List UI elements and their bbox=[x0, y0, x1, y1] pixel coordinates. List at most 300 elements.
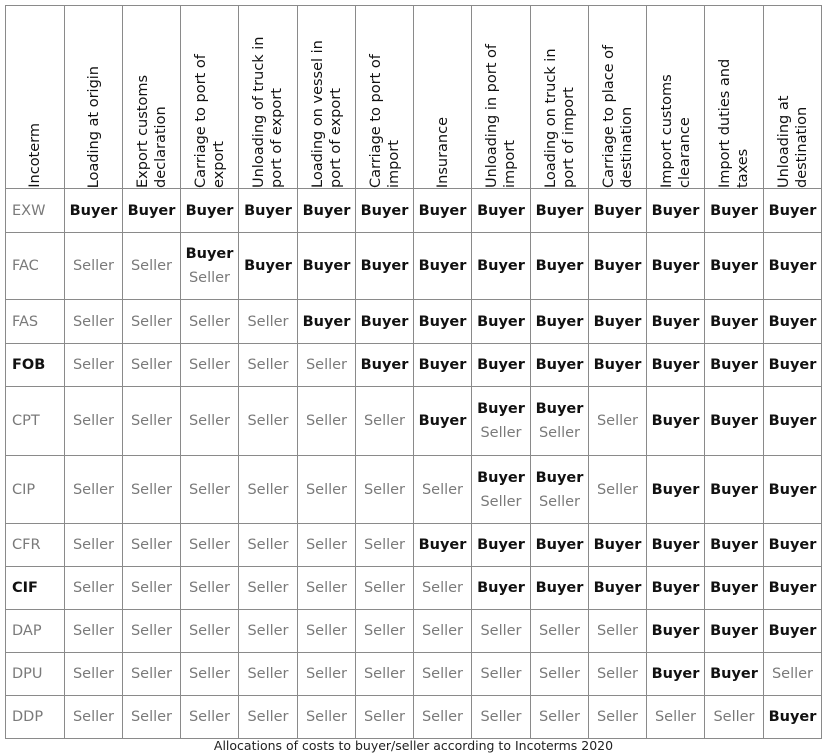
buyer-label: Buyer bbox=[418, 202, 467, 219]
responsibility-cell bbox=[123, 300, 181, 344]
buyer-label: Buyer bbox=[535, 357, 584, 373]
column-header-label: Loading at origin bbox=[85, 65, 102, 188]
seller-label: Seller bbox=[72, 537, 115, 553]
incoterm-cell: DPU bbox=[6, 653, 65, 696]
responsibility-cell bbox=[589, 233, 647, 300]
buyer-label: Buyer bbox=[593, 258, 642, 274]
buyer-label: Buyer bbox=[710, 202, 758, 219]
responsibility-cell bbox=[764, 456, 822, 524]
buyer-label: Buyer bbox=[651, 357, 700, 373]
buyer-label: Buyer bbox=[185, 246, 234, 262]
responsibility-cell bbox=[764, 300, 822, 344]
seller-label: Seller bbox=[247, 357, 289, 373]
table-row bbox=[6, 344, 822, 387]
seller-label: Seller bbox=[363, 413, 406, 429]
column-header bbox=[123, 6, 181, 189]
responsibility-cell bbox=[356, 300, 414, 344]
responsibility-cell bbox=[764, 344, 822, 387]
column-header-label: Loading on vessel in port of export bbox=[309, 40, 344, 188]
seller-label: Seller bbox=[188, 270, 231, 286]
table-row bbox=[6, 653, 822, 696]
responsibility-cell bbox=[764, 189, 822, 233]
buyer-label: Buyer bbox=[651, 413, 700, 429]
responsibility-cell bbox=[414, 696, 472, 739]
seller-label: Seller bbox=[480, 666, 522, 682]
seller-label: Seller bbox=[188, 413, 231, 429]
buyer-label: Buyer bbox=[710, 481, 758, 498]
seller-label: Seller bbox=[363, 709, 406, 725]
seller-label: Seller bbox=[188, 623, 231, 639]
buyer-label: Buyer bbox=[710, 666, 758, 682]
column-header-label: Unloading at destination bbox=[775, 95, 810, 188]
seller-label: Seller bbox=[130, 580, 173, 596]
seller-label: Seller bbox=[363, 580, 406, 596]
seller-label: Seller bbox=[480, 425, 522, 441]
column-header-label: Unloading in port of import bbox=[484, 44, 518, 188]
table-row bbox=[6, 524, 822, 567]
responsibility-cell bbox=[65, 233, 123, 300]
seller-label: Seller bbox=[188, 481, 231, 498]
seller-label: Seller bbox=[188, 709, 231, 725]
seller-label: Seller bbox=[363, 481, 406, 498]
responsibility-cell bbox=[764, 610, 822, 653]
seller-label: Seller bbox=[421, 580, 464, 596]
buyer-label: Buyer bbox=[651, 313, 700, 330]
responsibility-cell bbox=[298, 189, 356, 233]
buyer-label: Buyer bbox=[535, 580, 584, 596]
buyer-label: Buyer bbox=[593, 313, 642, 330]
responsibility-cell bbox=[356, 189, 414, 233]
responsibility-cell bbox=[298, 456, 356, 524]
responsibility-cell bbox=[123, 189, 181, 233]
seller-label: Seller bbox=[480, 493, 522, 510]
seller-label: Seller bbox=[72, 357, 115, 373]
responsibility-cell bbox=[181, 344, 239, 387]
incoterm-cell: EXW bbox=[6, 189, 65, 233]
buyer-label: Buyer bbox=[418, 258, 467, 274]
buyer-label: Buyer bbox=[768, 537, 817, 553]
seller-label: Seller bbox=[421, 709, 464, 725]
buyer-label: Buyer bbox=[127, 202, 176, 219]
seller-label: Seller bbox=[130, 709, 173, 725]
seller-label: Seller bbox=[72, 258, 115, 274]
incoterm-cell: CIF bbox=[6, 567, 65, 610]
responsibility-cell bbox=[589, 653, 647, 696]
column-header-label: Export customs declaration bbox=[134, 74, 169, 188]
responsibility-cell bbox=[531, 387, 589, 456]
buyer-label: Buyer bbox=[651, 258, 700, 274]
responsibility-cell bbox=[239, 300, 298, 344]
buyer-label: Buyer bbox=[768, 580, 817, 596]
responsibility-cell bbox=[764, 387, 822, 456]
responsibility-cell bbox=[356, 610, 414, 653]
seller-label: Seller bbox=[130, 537, 173, 553]
incoterm-cell: CPT bbox=[6, 387, 65, 456]
responsibility-cell bbox=[589, 696, 647, 739]
responsibility-cell bbox=[531, 653, 589, 696]
buyer-label: Buyer bbox=[185, 202, 234, 219]
buyer-label: Buyer bbox=[477, 401, 525, 417]
seller-label: Seller bbox=[188, 357, 231, 373]
responsibility-cell bbox=[356, 653, 414, 696]
buyer-label: Buyer bbox=[651, 623, 700, 639]
column-header bbox=[414, 6, 472, 189]
column-header-label: Incoterm bbox=[27, 123, 43, 188]
responsibility-cell bbox=[65, 610, 123, 653]
seller-label: Seller bbox=[130, 481, 173, 498]
seller-label: Seller bbox=[247, 623, 289, 639]
table-row bbox=[6, 456, 822, 524]
column-header bbox=[356, 6, 414, 189]
responsibility-cell bbox=[764, 696, 822, 739]
table-row bbox=[6, 567, 822, 610]
seller-label: Seller bbox=[130, 413, 173, 429]
responsibility-cell bbox=[123, 653, 181, 696]
responsibility-cell bbox=[531, 300, 589, 344]
responsibility-cell bbox=[239, 189, 298, 233]
responsibility-cell bbox=[531, 567, 589, 610]
responsibility-cell bbox=[705, 387, 764, 456]
responsibility-cell bbox=[705, 344, 764, 387]
responsibility-cell bbox=[356, 344, 414, 387]
seller-label: Seller bbox=[130, 258, 173, 274]
responsibility-cell bbox=[298, 653, 356, 696]
column-header bbox=[705, 6, 764, 189]
column-header-label: Carriage to port of import bbox=[367, 54, 402, 188]
buyer-label: Buyer bbox=[651, 202, 700, 219]
responsibility-cell bbox=[414, 524, 472, 567]
seller-label: Seller bbox=[713, 709, 755, 725]
column-header bbox=[65, 6, 123, 189]
responsibility-cell bbox=[705, 456, 764, 524]
buyer-label: Buyer bbox=[418, 537, 467, 553]
seller-label: Seller bbox=[130, 666, 173, 682]
responsibility-cell bbox=[531, 233, 589, 300]
column-header bbox=[181, 6, 239, 189]
responsibility-cell bbox=[705, 610, 764, 653]
buyer-label: Buyer bbox=[768, 258, 817, 274]
seller-label: Seller bbox=[363, 666, 406, 682]
column-header-label: Carriage to place of destination bbox=[600, 44, 635, 188]
buyer-label: Buyer bbox=[710, 537, 758, 553]
responsibility-cell bbox=[414, 387, 472, 456]
column-header bbox=[647, 6, 705, 189]
responsibility-cell bbox=[239, 233, 298, 300]
responsibility-cell bbox=[705, 189, 764, 233]
responsibility-cell bbox=[531, 696, 589, 739]
incoterm-cell: DDP bbox=[6, 696, 65, 739]
responsibility-cell bbox=[123, 524, 181, 567]
column-header-label: Insurance bbox=[434, 116, 451, 188]
table-row bbox=[6, 189, 822, 233]
responsibility-cell bbox=[472, 344, 531, 387]
responsibility-cell bbox=[123, 696, 181, 739]
responsibility-cell bbox=[414, 653, 472, 696]
responsibility-cell bbox=[65, 524, 123, 567]
seller-label: Seller bbox=[305, 413, 348, 429]
responsibility-cell bbox=[531, 456, 589, 524]
seller-label: Seller bbox=[72, 313, 115, 330]
responsibility-cell bbox=[239, 567, 298, 610]
responsibility-cell bbox=[356, 524, 414, 567]
buyer-label: Buyer bbox=[477, 537, 525, 553]
responsibility-cell bbox=[589, 610, 647, 653]
table-row bbox=[6, 387, 822, 456]
responsibility-cell bbox=[472, 189, 531, 233]
responsibility-cell bbox=[181, 696, 239, 739]
seller-label: Seller bbox=[538, 623, 581, 639]
responsibility-cell bbox=[414, 567, 472, 610]
responsibility-cell bbox=[589, 189, 647, 233]
column-header bbox=[239, 6, 298, 189]
responsibility-cell bbox=[647, 567, 705, 610]
responsibility-cell bbox=[414, 233, 472, 300]
responsibility-cell bbox=[647, 653, 705, 696]
incoterm-cell: CIP bbox=[6, 456, 65, 524]
buyer-label: Buyer bbox=[768, 481, 817, 498]
responsibility-cell bbox=[647, 456, 705, 524]
buyer-label: Buyer bbox=[651, 481, 700, 498]
seller-label: Seller bbox=[421, 623, 464, 639]
responsibility-cell bbox=[589, 524, 647, 567]
buyer-label: Buyer bbox=[535, 202, 584, 219]
responsibility-cell bbox=[647, 524, 705, 567]
buyer-label: Buyer bbox=[360, 258, 409, 274]
responsibility-cell bbox=[356, 567, 414, 610]
responsibility-cell bbox=[65, 189, 123, 233]
column-header-label: Loading on truck in port of import bbox=[542, 48, 577, 188]
table-row bbox=[6, 696, 822, 739]
buyer-label: Buyer bbox=[651, 580, 700, 596]
seller-label: Seller bbox=[596, 666, 639, 682]
responsibility-cell bbox=[239, 610, 298, 653]
responsibility-cell bbox=[705, 567, 764, 610]
column-header bbox=[531, 6, 589, 189]
responsibility-cell bbox=[472, 233, 531, 300]
responsibility-cell bbox=[181, 233, 239, 300]
responsibility-cell bbox=[239, 696, 298, 739]
seller-label: Seller bbox=[305, 666, 348, 682]
table-row bbox=[6, 300, 822, 344]
seller-label: Seller bbox=[538, 425, 581, 441]
table-row bbox=[6, 233, 822, 300]
seller-label: Seller bbox=[72, 666, 115, 682]
column-header bbox=[472, 6, 531, 189]
seller-label: Seller bbox=[130, 623, 173, 639]
incoterm-cell: FOB bbox=[6, 344, 65, 387]
seller-label: Seller bbox=[188, 666, 231, 682]
column-header-label: Import duties and taxes bbox=[717, 58, 751, 188]
seller-label: Seller bbox=[596, 709, 639, 725]
responsibility-cell bbox=[647, 300, 705, 344]
responsibility-cell bbox=[181, 524, 239, 567]
responsibility-cell bbox=[181, 610, 239, 653]
responsibility-cell bbox=[65, 387, 123, 456]
buyer-label: Buyer bbox=[418, 413, 467, 429]
responsibility-cell bbox=[123, 567, 181, 610]
responsibility-cell bbox=[298, 610, 356, 653]
column-header bbox=[6, 6, 65, 189]
column-header-label: Unloading of truck in port of export bbox=[251, 36, 285, 188]
seller-label: Seller bbox=[247, 537, 289, 553]
responsibility-cell bbox=[705, 300, 764, 344]
responsibility-cell bbox=[764, 233, 822, 300]
buyer-label: Buyer bbox=[477, 258, 525, 274]
buyer-label: Buyer bbox=[535, 258, 584, 274]
seller-label: Seller bbox=[363, 537, 406, 553]
responsibility-cell bbox=[414, 300, 472, 344]
buyer-label: Buyer bbox=[768, 313, 817, 330]
responsibility-cell bbox=[65, 567, 123, 610]
responsibility-cell bbox=[647, 610, 705, 653]
responsibility-cell bbox=[472, 524, 531, 567]
buyer-label: Buyer bbox=[477, 580, 525, 596]
responsibility-cell bbox=[181, 653, 239, 696]
responsibility-cell bbox=[181, 189, 239, 233]
responsibility-cell bbox=[123, 387, 181, 456]
seller-label: Seller bbox=[188, 580, 231, 596]
column-header bbox=[589, 6, 647, 189]
column-header-label: Import customs clearance bbox=[658, 74, 693, 188]
seller-label: Seller bbox=[596, 481, 639, 498]
responsibility-cell bbox=[239, 387, 298, 456]
buyer-label: Buyer bbox=[69, 202, 118, 219]
responsibility-cell bbox=[705, 696, 764, 739]
buyer-label: Buyer bbox=[593, 357, 642, 373]
responsibility-cell bbox=[298, 524, 356, 567]
seller-label: Seller bbox=[480, 709, 522, 725]
seller-label: Seller bbox=[72, 481, 115, 498]
buyer-label: Buyer bbox=[768, 709, 817, 725]
buyer-label: Buyer bbox=[244, 258, 292, 274]
responsibility-cell bbox=[65, 696, 123, 739]
responsibility-cell bbox=[181, 300, 239, 344]
incoterm-cell: FAS bbox=[6, 300, 65, 344]
table-caption: Allocations of costs to buyer/seller according to Incoterms 2020 bbox=[213, 738, 614, 753]
responsibility-cell bbox=[65, 300, 123, 344]
responsibility-cell bbox=[65, 456, 123, 524]
responsibility-cell bbox=[472, 653, 531, 696]
buyer-label: Buyer bbox=[360, 202, 409, 219]
responsibility-cell bbox=[414, 456, 472, 524]
buyer-label: Buyer bbox=[710, 413, 758, 429]
responsibility-cell bbox=[472, 300, 531, 344]
column-header-label: Carriage to port of export bbox=[192, 54, 227, 188]
seller-label: Seller bbox=[247, 481, 289, 498]
responsibility-cell bbox=[531, 189, 589, 233]
buyer-label: Buyer bbox=[768, 202, 817, 219]
responsibility-cell bbox=[239, 344, 298, 387]
buyer-label: Buyer bbox=[768, 357, 817, 373]
responsibility-cell bbox=[123, 233, 181, 300]
incoterm-cell: DAP bbox=[6, 610, 65, 653]
seller-label: Seller bbox=[421, 481, 464, 498]
buyer-label: Buyer bbox=[535, 469, 584, 486]
responsibility-cell bbox=[65, 653, 123, 696]
responsibility-cell bbox=[472, 456, 531, 524]
buyer-label: Buyer bbox=[418, 313, 467, 330]
header-row bbox=[6, 6, 822, 189]
buyer-label: Buyer bbox=[360, 313, 409, 330]
buyer-label: Buyer bbox=[244, 202, 292, 219]
responsibility-cell bbox=[589, 387, 647, 456]
seller-label: Seller bbox=[130, 313, 173, 330]
responsibility-cell bbox=[705, 653, 764, 696]
responsibility-cell bbox=[531, 524, 589, 567]
buyer-label: Buyer bbox=[593, 580, 642, 596]
responsibility-cell bbox=[589, 567, 647, 610]
responsibility-cell bbox=[414, 189, 472, 233]
buyer-label: Buyer bbox=[710, 580, 758, 596]
responsibility-cell bbox=[298, 387, 356, 456]
seller-label: Seller bbox=[247, 313, 289, 330]
responsibility-cell bbox=[298, 300, 356, 344]
responsibility-cell bbox=[647, 233, 705, 300]
seller-label: Seller bbox=[538, 666, 581, 682]
seller-label: Seller bbox=[305, 623, 348, 639]
seller-label: Seller bbox=[305, 481, 348, 498]
responsibility-cell bbox=[298, 233, 356, 300]
buyer-label: Buyer bbox=[302, 313, 351, 330]
seller-label: Seller bbox=[363, 623, 406, 639]
responsibility-cell bbox=[414, 344, 472, 387]
responsibility-cell bbox=[298, 344, 356, 387]
column-header bbox=[298, 6, 356, 189]
seller-label: Seller bbox=[305, 709, 348, 725]
buyer-label: Buyer bbox=[477, 313, 525, 330]
buyer-label: Buyer bbox=[651, 537, 700, 553]
responsibility-cell bbox=[705, 524, 764, 567]
responsibility-cell bbox=[356, 387, 414, 456]
responsibility-cell bbox=[472, 567, 531, 610]
responsibility-cell bbox=[123, 344, 181, 387]
seller-label: Seller bbox=[72, 709, 115, 725]
responsibility-cell bbox=[647, 344, 705, 387]
responsibility-cell bbox=[356, 456, 414, 524]
seller-label: Seller bbox=[247, 413, 289, 429]
seller-label: Seller bbox=[421, 666, 464, 682]
seller-label: Seller bbox=[188, 313, 231, 330]
incoterm-cell: CFR bbox=[6, 524, 65, 567]
buyer-label: Buyer bbox=[710, 258, 758, 274]
buyer-label: Buyer bbox=[768, 623, 817, 639]
buyer-label: Buyer bbox=[477, 469, 525, 486]
buyer-label: Buyer bbox=[535, 401, 584, 417]
responsibility-cell bbox=[647, 696, 705, 739]
responsibility-cell bbox=[764, 567, 822, 610]
seller-label: Seller bbox=[305, 537, 348, 553]
seller-label: Seller bbox=[247, 709, 289, 725]
seller-label: Seller bbox=[305, 580, 348, 596]
responsibility-cell bbox=[239, 524, 298, 567]
buyer-label: Buyer bbox=[651, 666, 700, 682]
seller-label: Seller bbox=[596, 413, 639, 429]
seller-label: Seller bbox=[538, 493, 581, 510]
responsibility-cell bbox=[298, 567, 356, 610]
seller-label: Seller bbox=[72, 413, 115, 429]
seller-label: Seller bbox=[247, 666, 289, 682]
responsibility-cell bbox=[472, 610, 531, 653]
seller-label: Seller bbox=[480, 623, 522, 639]
responsibility-cell bbox=[356, 233, 414, 300]
responsibility-cell bbox=[181, 456, 239, 524]
responsibility-cell bbox=[705, 233, 764, 300]
seller-label: Seller bbox=[247, 580, 289, 596]
buyer-label: Buyer bbox=[593, 202, 642, 219]
responsibility-cell bbox=[239, 653, 298, 696]
seller-label: Seller bbox=[596, 623, 639, 639]
buyer-label: Buyer bbox=[360, 357, 409, 373]
